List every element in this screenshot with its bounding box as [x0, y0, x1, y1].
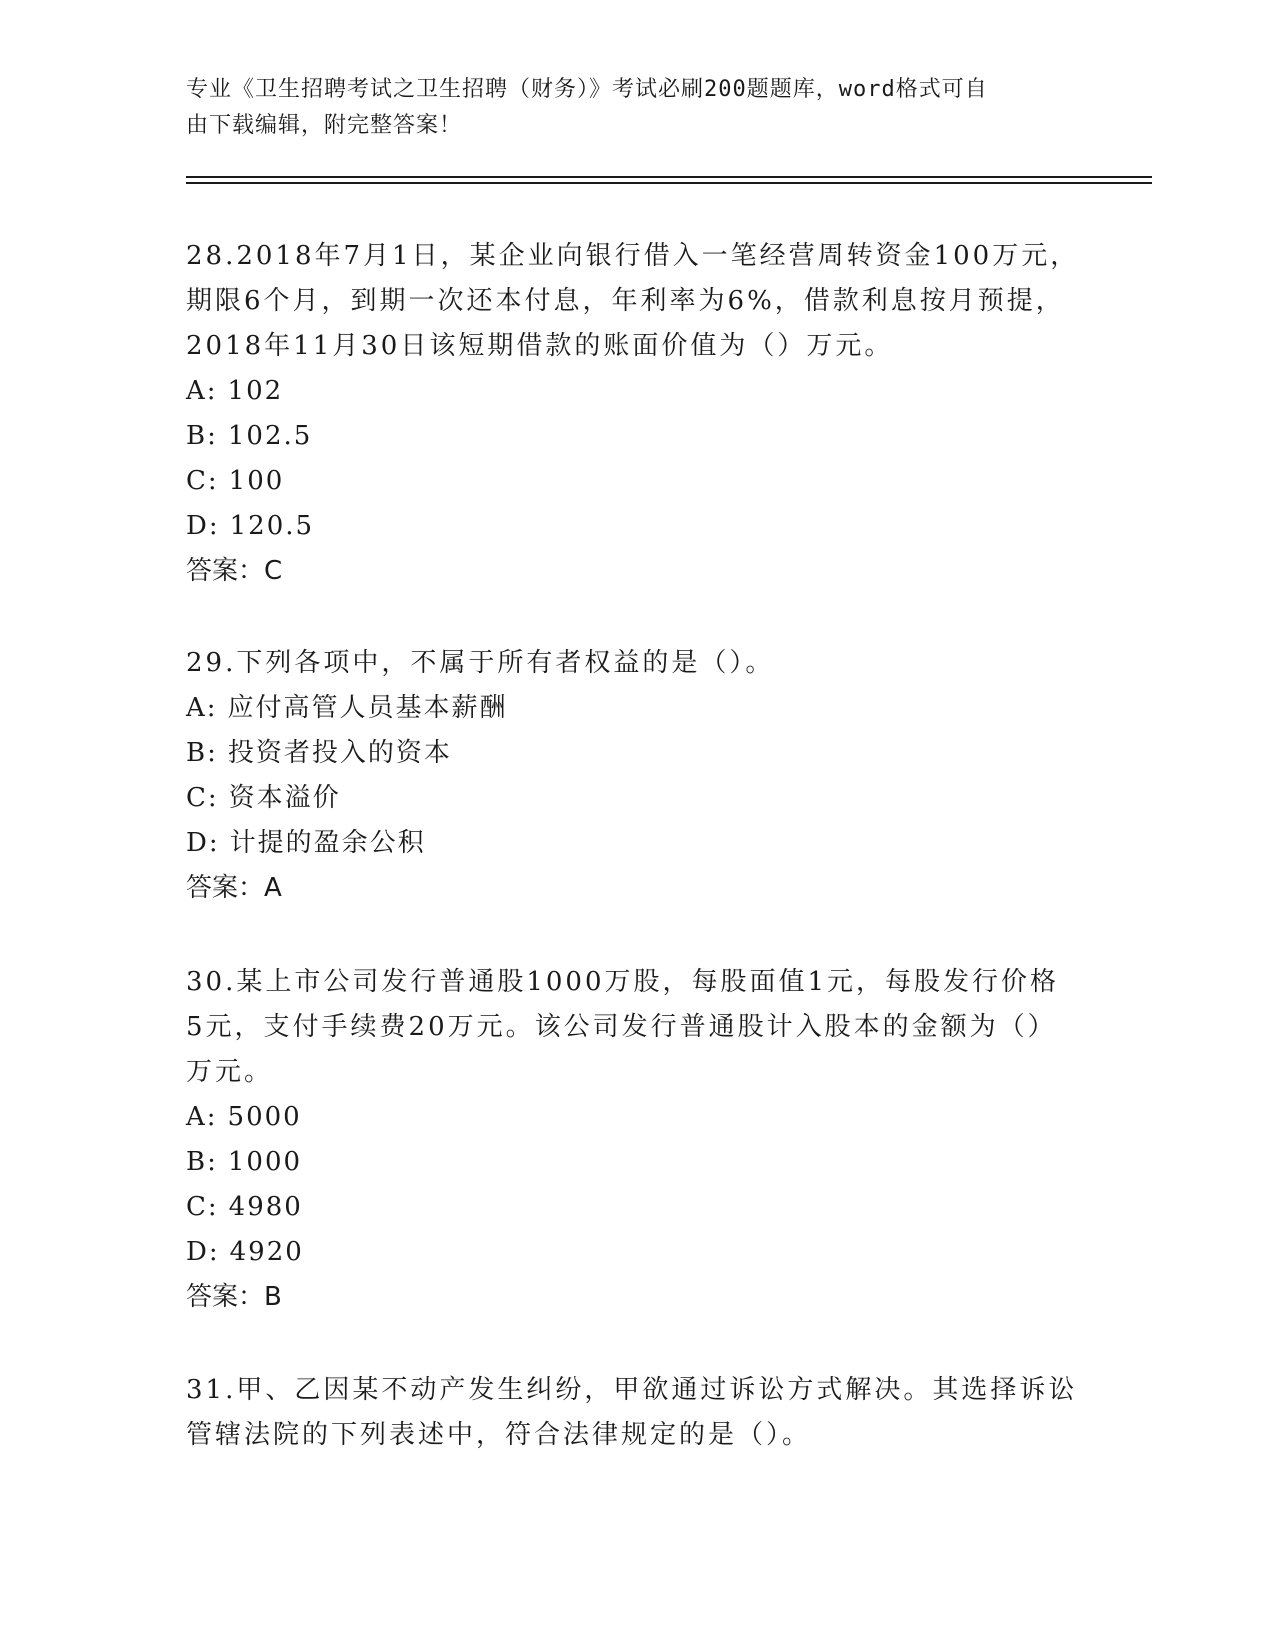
question-stem-line: 万元。 — [186, 1057, 274, 1087]
header-divider-bottom — [186, 182, 1152, 184]
option-b — [186, 1140, 1086, 1185]
option-text: 4920 — [229, 1237, 304, 1267]
option-d — [186, 821, 1086, 866]
option-text: 102.5 — [227, 421, 313, 451]
option-text: 投资者投入的资本 — [227, 738, 452, 768]
option-text: 应付高管人员基本薪酬 — [227, 693, 508, 723]
option-d — [186, 1230, 1086, 1275]
answer-line: 答案：A — [186, 873, 282, 903]
question-stem-line: 2018年11月30日该短期借款的账面价值为（）万元。 — [186, 331, 894, 361]
question-stem-line: 5元，支付手续费20万元。该公司发行普通股计入股本的金额为（） — [186, 1012, 1057, 1042]
answer-line: 答案：C — [186, 556, 283, 586]
option-d — [186, 504, 1086, 549]
option-letter: D: — [186, 1237, 220, 1267]
option-letter: C: — [186, 783, 219, 813]
question-30 — [186, 960, 1086, 1320]
question-stem-line: 期限6个月，到期一次还本付息，年利率为6%，借款利息按月预提， — [186, 286, 1065, 316]
option-letter: A: — [186, 693, 218, 723]
option-letter: B: — [186, 421, 218, 451]
option-a — [186, 1095, 1086, 1140]
answer-line: 答案：B — [186, 1282, 282, 1312]
option-letter: C: — [186, 466, 219, 496]
option-b — [186, 731, 1086, 776]
option-letter: A: — [186, 1102, 218, 1132]
option-text: 100 — [228, 466, 285, 496]
option-text: 1000 — [227, 1147, 303, 1177]
header-line-1: 专业《卫生招聘考试之卫生招聘（财务）》考试必刷200题题库，word格式可自 — [186, 77, 988, 102]
question-stem-line: 28.2018年7月1日，某企业向银行借入一笔经营周转资金100万元， — [186, 241, 1080, 271]
option-c — [186, 1185, 1086, 1230]
option-letter: D: — [186, 511, 220, 541]
option-letter: C: — [186, 1192, 219, 1222]
option-text: 5000 — [227, 1102, 302, 1132]
option-text: 120.5 — [229, 511, 315, 541]
option-text: 4980 — [228, 1192, 303, 1222]
question-stem-line: 管辖法院的下列表述中，符合法律规定的是（）。 — [186, 1420, 812, 1450]
option-c — [186, 459, 1086, 504]
question-28 — [186, 234, 1086, 594]
question-stem-line: 30.某上市公司发行普通股1000万股，每股面值1元，每股发行价格 — [186, 967, 1060, 997]
option-text: 102 — [227, 376, 284, 406]
option-letter: B: — [186, 738, 218, 768]
option-a — [186, 686, 1086, 731]
question-stem-line: 31.甲、乙因某不动产发生纠纷，甲欲通过诉讼方式解决。其选择诉讼 — [186, 1375, 1078, 1405]
option-b — [186, 414, 1086, 459]
option-text: 资本溢价 — [228, 783, 341, 813]
option-letter: D: — [186, 828, 220, 858]
question-29 — [186, 641, 1086, 911]
question-stem-line: 29.下列各项中，不属于所有者权益的是（）。 — [186, 648, 775, 678]
option-letter: A: — [186, 376, 218, 406]
question-31 — [186, 1368, 1086, 1458]
header-line-2: 由下载编辑，附完整答案！ — [186, 113, 463, 138]
option-a — [186, 369, 1086, 414]
option-c — [186, 776, 1086, 821]
option-letter: B: — [186, 1147, 218, 1177]
option-text: 计提的盈余公积 — [229, 828, 426, 858]
header-divider-top — [186, 176, 1152, 178]
document-header — [186, 72, 1086, 144]
